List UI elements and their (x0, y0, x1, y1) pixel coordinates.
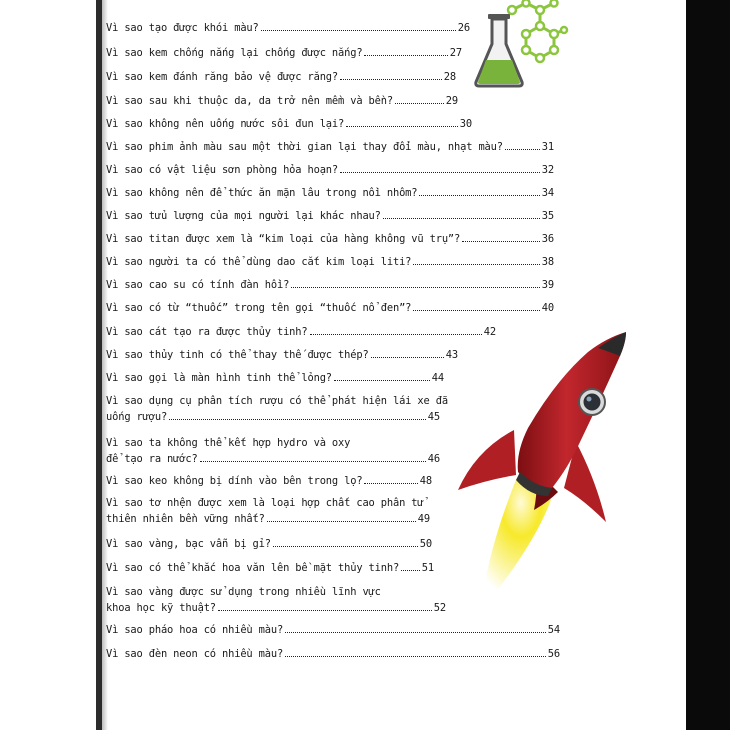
toc-title: Vì sao titan được xem là “kim loại của hàng không vũ trụ”? (106, 233, 461, 245)
toc-entry[interactable] (106, 560, 434, 576)
dot-leader (291, 286, 540, 288)
dot-leader (395, 102, 444, 104)
toc-title: Vì sao có vật liệu sơn phòng hỏa hoạn? (106, 164, 339, 176)
toc-entry[interactable] (106, 536, 432, 552)
dot-leader (169, 418, 426, 420)
toc-title: Vì sao người ta có thể dùng dao cắt kim loại liti? (106, 256, 412, 268)
toc-page-number: 35 (541, 210, 554, 222)
toc-page-number: 32 (541, 164, 554, 176)
toc-entry[interactable] (106, 20, 470, 36)
toc-title: Vì sao kem đánh răng bảo vệ được răng? (106, 71, 339, 83)
dot-leader (340, 78, 442, 80)
dot-leader (401, 569, 420, 571)
dot-leader (200, 460, 426, 462)
toc-page-number: 26 (457, 22, 470, 34)
toc-entry[interactable] (106, 584, 446, 616)
dot-leader (413, 309, 539, 311)
toc-entry[interactable] (106, 435, 440, 467)
toc-page (102, 0, 686, 730)
dot-leader (334, 379, 430, 381)
toc-title: Vì sao không nên uống nước sôi đun lại? (106, 118, 345, 130)
toc-page-number: 40 (541, 302, 554, 314)
toc-entry[interactable] (106, 622, 560, 638)
dot-leader (462, 240, 540, 242)
toc-title: Vì sao pháo hoa có nhiều màu? (106, 624, 284, 636)
rocket-window-icon (579, 389, 605, 415)
dot-leader (218, 609, 432, 611)
toc-entry[interactable] (106, 45, 462, 61)
toc-page-number: 46 (427, 453, 440, 465)
toc-title: Vì sao có thể khắc hoa văn lên bề mặt thủy tinh? (106, 562, 400, 574)
toc-title-cont: khoa học kỹ thuật? (106, 602, 216, 614)
toc-entry[interactable] (106, 231, 554, 247)
toc-entry[interactable] (106, 116, 472, 132)
toc-entry[interactable] (106, 162, 554, 178)
toc-title: Vì sao sau khi thuộc da, da trở nên mềm và bền? (106, 95, 393, 107)
flask-molecule-illustration (474, 0, 570, 92)
toc-entry[interactable] (106, 393, 448, 425)
toc-title: Vì sao keo không bị dính vào bên trong lọ? (106, 475, 363, 487)
dot-leader (413, 263, 539, 265)
toc-title-cont: thiên nhiên bền vững nhất? (106, 513, 265, 525)
rocket-fin-left (458, 430, 516, 490)
dot-leader (383, 217, 540, 219)
toc-page-number: 29 (445, 95, 458, 107)
molecule-atoms (508, 0, 567, 62)
toc-title-cont: uống rượu? (106, 411, 168, 423)
toc-page-number: 56 (547, 648, 560, 660)
toc-title: Vì sao cát tạo ra được thủy tinh? (106, 326, 308, 338)
toc-page-number: 28 (443, 71, 456, 83)
toc-entry[interactable] (106, 254, 554, 270)
toc-title: Vì sao ta không thể kết hợp hydro và oxy (106, 437, 351, 449)
rocket-illustration (456, 330, 636, 600)
toc-title: Vì sao tửu lượng của mọi người lại khác nhau? (106, 210, 381, 222)
dot-leader (419, 194, 539, 196)
toc-entry[interactable] (106, 185, 554, 201)
toc-entry[interactable] (106, 139, 554, 155)
dot-leader (505, 148, 540, 150)
toc-title: Vì sao cao su có tính đàn hồi? (106, 279, 290, 291)
dot-leader (261, 29, 456, 31)
toc-title: Vì sao không nên để thức ăn mặn lâu trong nồi nhôm? (106, 187, 418, 199)
toc-page-number: 54 (547, 624, 560, 636)
toc-entry[interactable] (106, 69, 456, 85)
toc-page-number: 48 (419, 475, 432, 487)
toc-page-number: 39 (541, 279, 554, 291)
toc-page-number: 49 (417, 513, 430, 525)
toc-page-number: 52 (433, 602, 446, 614)
flask-icon (476, 14, 522, 86)
toc-page-number: 38 (541, 256, 554, 268)
toc-page-number: 30 (459, 118, 472, 130)
toc-entry[interactable] (106, 93, 458, 109)
toc-title: Vì sao có từ “thuốc” trong tên gọi “thuốc nổ đen”? (106, 302, 412, 314)
toc-page-number: 42 (483, 326, 496, 338)
toc-title: Vì sao tơ nhện được xem là loại hợp chất cao phân tử (106, 497, 424, 509)
toc-title: Vì sao phim ảnh màu sau một thời gian lại thay đổi màu, nhạt màu? (106, 141, 503, 153)
toc-page-number: 43 (445, 349, 458, 361)
toc-title-cont: để tạo ra nước? (106, 453, 198, 465)
dot-leader (346, 125, 458, 127)
toc-page-number: 51 (421, 562, 434, 574)
dot-leader (267, 520, 416, 522)
page-margin-left (0, 0, 98, 730)
toc-page-number: 50 (419, 538, 432, 550)
toc-title: Vì sao kem chống nắng lại chống được nắng? (106, 47, 363, 59)
toc-entry[interactable] (106, 473, 432, 489)
scan-border-right (686, 0, 730, 730)
toc-entry[interactable] (106, 300, 554, 316)
toc-entry[interactable] (106, 646, 560, 662)
dot-leader (285, 631, 546, 633)
toc-entry[interactable] (106, 324, 496, 340)
dot-leader (340, 171, 540, 173)
toc-page-number: 36 (541, 233, 554, 245)
toc-entry[interactable] (106, 495, 430, 527)
dot-leader (273, 545, 418, 547)
toc-entry[interactable] (106, 347, 458, 363)
toc-page-number: 27 (449, 47, 462, 59)
toc-page-number: 44 (431, 372, 444, 384)
toc-page-number: 34 (541, 187, 554, 199)
dot-leader (364, 482, 417, 484)
toc-title: Vì sao vàng, bạc vẫn bị gỉ? (106, 538, 271, 550)
toc-entry[interactable] (106, 277, 554, 293)
toc-title: Vì sao gọi là màn hình tinh thể lỏng? (106, 372, 332, 384)
toc-title: Vì sao dụng cụ phân tích rượu có thể phát hiện lái xe đã (106, 395, 448, 407)
dot-leader (371, 356, 444, 358)
toc-title: Vì sao đèn neon có nhiều màu? (106, 648, 284, 660)
toc-page-number: 45 (427, 411, 440, 423)
toc-entry[interactable] (106, 370, 444, 386)
toc-title: Vì sao thủy tinh có thể thay thế được thép? (106, 349, 369, 361)
toc-page-number: 31 (541, 141, 554, 153)
dot-leader (364, 54, 447, 56)
toc-title: Vì sao vàng được sử dụng trong nhiều lĩnh vực (106, 586, 381, 598)
toc-entry[interactable] (106, 208, 554, 224)
toc-title: Vì sao tạo được khói màu? (106, 22, 259, 34)
dot-leader (285, 655, 546, 657)
